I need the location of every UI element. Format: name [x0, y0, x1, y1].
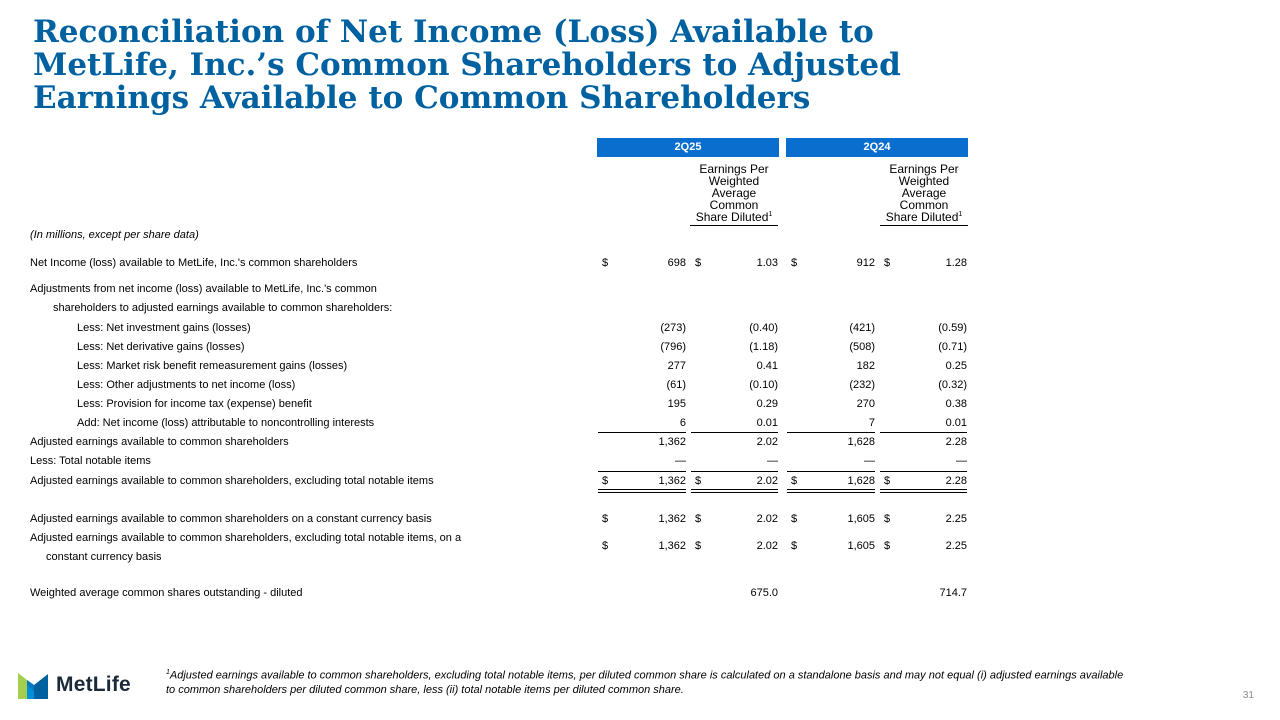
table-row	[0, 280, 1000, 299]
footnote-marker: 1	[768, 211, 773, 218]
currency-symbol: $	[791, 475, 798, 487]
cell-2q25-eps: 0.41	[756, 360, 778, 372]
currency-symbol: $	[791, 513, 798, 525]
cell-2q24-amount: —	[864, 455, 875, 467]
title-line-1: Reconciliation of Net Income (Loss) Available to	[33, 14, 874, 50]
table-row	[0, 414, 1000, 433]
currency-symbol: $	[884, 257, 891, 269]
table-row	[0, 299, 1000, 318]
cell-2q25-amount: 1,362	[658, 540, 686, 552]
cell-2q24-eps: 2.28	[945, 436, 967, 448]
currency-symbol: $	[695, 540, 702, 552]
cell-2q24-amount: 182	[856, 360, 875, 372]
footnote	[166, 666, 1126, 697]
cell-2q24-amount: 1,628	[847, 436, 875, 448]
currency-symbol: $	[791, 540, 798, 552]
table-row	[0, 357, 1000, 376]
currency-symbol: $	[602, 540, 609, 552]
table-row	[0, 510, 1000, 529]
table-row	[0, 254, 1000, 273]
row-label: Less: Net investment gains (losses)	[77, 322, 251, 334]
cell-2q24-eps: 0.25	[945, 360, 967, 372]
page-title	[33, 16, 1033, 115]
row-label: Less: Other adjustments to net income (loss)	[77, 379, 296, 391]
row-label: Net Income (loss) available to MetLife, Inc.'s common shareholders	[30, 257, 358, 269]
cell-2q24-eps: 2.25	[945, 513, 967, 525]
cell-2q25-eps: 2.02	[756, 513, 778, 525]
total-double-rule	[691, 489, 778, 493]
cell-2q24-eps: —	[956, 455, 967, 467]
cell-2q25-eps: 2.02	[756, 475, 778, 487]
page-number: 31	[1242, 690, 1254, 701]
row-label: Less: Net derivative gains (losses)	[77, 341, 245, 353]
currency-symbol: $	[884, 513, 891, 525]
table-row	[0, 548, 1000, 567]
eps-column-header-2q24	[880, 163, 968, 226]
table-row	[0, 376, 1000, 395]
period-header-2q25: 2Q25	[597, 138, 779, 157]
row-label: Adjusted earnings available to common shareholders	[30, 436, 289, 448]
cell-2q24-eps: 0.38	[945, 398, 967, 410]
table-row	[0, 452, 1000, 471]
cell-2q25-amount: —	[675, 455, 686, 467]
row-label: Add: Net income (loss) attributable to noncontrolling interests	[77, 417, 375, 429]
footnote-text: Adjusted earnings available to common shareholders, excluding total notable items, per diluted common share is calculated on a standalone basis and may not equal (i) adjusted earnings available to common shareholders per diluted common share, less (ii) total notable items per diluted common share.	[166, 669, 1124, 696]
cell-2q24-eps: (0.59)	[938, 322, 967, 334]
row-label: Less: Market risk benefit remeasurement gains (losses)	[77, 360, 348, 372]
cell-2q25-shares: 675.0	[750, 587, 778, 599]
cell-2q25-eps: (0.40)	[749, 322, 778, 334]
cell-2q25-amount: (796)	[660, 341, 686, 353]
eps-header-text: Earnings Per Weighted Average Common Share Diluted	[695, 162, 769, 224]
metlife-logo-icon	[18, 671, 48, 699]
title-line-3: Earnings Available to Common Shareholders	[33, 80, 811, 116]
currency-symbol: $	[695, 475, 702, 487]
cell-2q25-amount: 1,362	[658, 513, 686, 525]
table-row	[0, 338, 1000, 357]
cell-2q25-amount: 1,362	[658, 475, 686, 487]
units-note: (In millions, except per share data)	[30, 229, 199, 241]
cell-2q24-amount: (421)	[849, 322, 875, 334]
row-label: Less: Total notable items	[30, 455, 151, 467]
table-row	[0, 433, 1000, 452]
cell-2q25-eps: (0.10)	[749, 379, 778, 391]
cell-2q24-amount: 7	[868, 417, 875, 429]
cell-2q25-amount: 195	[667, 398, 686, 410]
row-label: constant currency basis	[46, 551, 162, 563]
row-label: Adjusted earnings available to common shareholders on a constant currency basis	[30, 513, 432, 525]
cell-2q25-eps: 2.02	[756, 436, 778, 448]
cell-2q25-amount: 698	[667, 257, 686, 269]
metlife-logo	[18, 670, 131, 700]
title-line-2: MetLife, Inc.’s Common Shareholders to Adjusted	[33, 47, 901, 83]
cell-2q24-amount: 270	[856, 398, 875, 410]
cell-2q24-amount: (508)	[849, 341, 875, 353]
period-header-2q24: 2Q24	[786, 138, 968, 157]
table-row	[0, 395, 1000, 414]
row-label: Adjusted earnings available to common shareholders, excluding total notable items	[30, 475, 434, 487]
footnote-marker: 1	[958, 211, 963, 218]
cell-2q24-amount: 1,605	[847, 513, 875, 525]
cell-2q25-eps: 0.29	[756, 398, 778, 410]
row-label: shareholders to adjusted earnings available to common shareholders:	[53, 302, 393, 314]
currency-symbol: $	[602, 257, 609, 269]
cell-2q24-amount: 1,628	[847, 475, 875, 487]
currency-symbol: $	[602, 513, 609, 525]
total-double-rule	[880, 489, 967, 493]
row-label: Weighted average common shares outstanding - diluted	[30, 587, 303, 599]
cell-2q25-eps: (1.18)	[749, 341, 778, 353]
currency-symbol: $	[884, 475, 891, 487]
cell-2q25-eps: 2.02	[756, 540, 778, 552]
cell-2q25-amount: 6	[679, 417, 686, 429]
table-row	[0, 319, 1000, 338]
cell-2q24-amount: 912	[856, 257, 875, 269]
cell-2q24-eps: 2.28	[945, 475, 967, 487]
total-double-rule	[787, 489, 875, 493]
total-double-rule	[598, 489, 686, 493]
currency-symbol: $	[884, 540, 891, 552]
currency-symbol: $	[602, 475, 609, 487]
metlife-wordmark: MetLife	[56, 673, 131, 696]
row-label: Adjustments from net income (loss) available to MetLife, Inc.'s common	[30, 283, 377, 295]
cell-2q25-amount: (273)	[660, 322, 686, 334]
currency-symbol: $	[695, 513, 702, 525]
eps-column-header-2q25	[690, 163, 778, 226]
cell-2q25-amount: 1,362	[658, 436, 686, 448]
row-label: Less: Provision for income tax (expense) benefit	[77, 398, 312, 410]
table-row	[0, 584, 1000, 603]
cell-2q24-amount: (232)	[849, 379, 875, 391]
cell-2q24-eps: (0.71)	[938, 341, 967, 353]
cell-2q25-eps: —	[767, 455, 778, 467]
cell-2q25-eps: 1.03	[756, 257, 778, 269]
cell-2q24-shares: 714.7	[939, 587, 967, 599]
cell-2q24-eps: 1.28	[945, 257, 967, 269]
cell-2q25-amount: 277	[667, 360, 686, 372]
footnote-marker: 1	[166, 669, 170, 676]
currency-symbol: $	[695, 257, 702, 269]
cell-2q24-eps: (0.32)	[938, 379, 967, 391]
cell-2q24-eps: 0.01	[945, 417, 967, 429]
eps-header-text: Earnings Per Weighted Average Common Share Diluted	[885, 162, 959, 224]
cell-2q25-amount: (61)	[666, 379, 686, 391]
currency-symbol: $	[791, 257, 798, 269]
row-label: Adjusted earnings available to common shareholders, excluding total notable items, on a	[30, 532, 462, 544]
cell-2q24-amount: 1,605	[847, 540, 875, 552]
cell-2q25-eps: 0.01	[756, 417, 778, 429]
cell-2q24-eps: 2.25	[945, 540, 967, 552]
